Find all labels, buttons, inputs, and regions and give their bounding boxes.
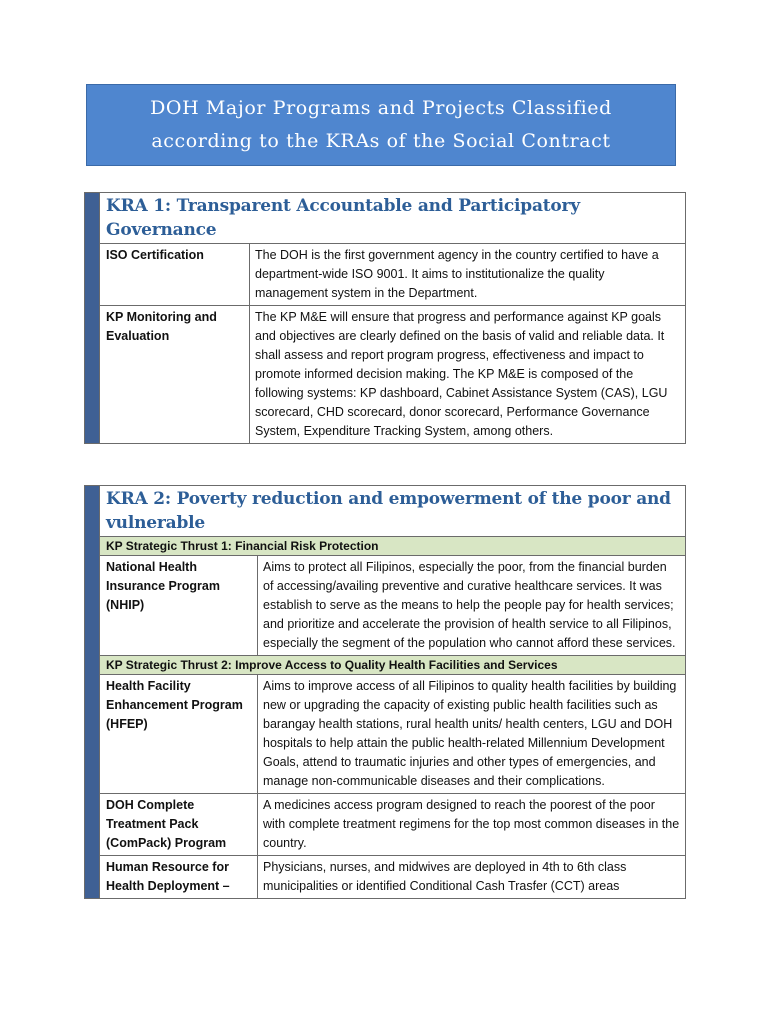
program-description: The KP M&E will ensure that progress and performance against KP goals and objectives are clearly defined on the basis of valid and reliable data. It shall assess and report program progress, effectiveness and impact to promote informed decision making. The KP M&E is composed of the following systems: KP dashboard, Cabinet Assistance System (CAS), LGU scorecard, CHD scorecard, donor scorecard, Performance Governance System, Expenditure Tracking System, among others. — [255, 310, 668, 438]
kra1-accent-bar — [85, 193, 99, 443]
program-description: The DOH is the first government agency in the country certified to have a department-wide ISO 9001. It aims to institutionalize the quality management system in the Department. — [255, 248, 659, 300]
table-row — [100, 306, 685, 443]
program-name: Health Facility Enhancement Program (HFEP) — [100, 675, 258, 793]
program-name: National Health Insurance Program (NHIP) — [100, 556, 258, 655]
kra1-heading: KRA 1: Transparent Accountable and Participatory Governance — [100, 193, 685, 244]
table-row — [100, 856, 685, 898]
table-row — [100, 675, 685, 794]
table-row — [100, 556, 685, 656]
program-name: Human Resource for Health Deployment – — [100, 856, 258, 898]
kra2-table — [84, 485, 686, 899]
document-title-box — [86, 84, 676, 166]
kra1-table — [84, 192, 686, 444]
program-description: Physicians, nurses, and midwives are deployed in 4th to 6th class municipalities or identified Conditional Cash Trasfer (CCT) areas — [263, 860, 627, 893]
strategic-thrust-2: KP Strategic Thrust 2: Improve Access to Quality Health Facilities and Services — [100, 656, 685, 675]
program-description: Aims to protect all Filipinos, especially the poor, from the financial burden of accessing/availing preventive and curative healthcare services. It was establish to serve as the means to help the people pay for health services; and prioritize and accelerate the provision of health service to all Filipinos, especially the segment of the population who cannot afford these services. — [263, 560, 676, 650]
program-name: ISO Certification — [100, 244, 250, 305]
program-description: Aims to improve access of all Filipinos to quality health facilities by building new or upgrading the capacity of existing public health facilities such as barangay health stations, rural health units/ health centers, LGU and DOH hospitals to help attain the public health-related Millennium Development Goals, attend to traumatic injuries and other types of emergencies, and manage non-communicable diseases and their complications. — [263, 679, 677, 788]
strategic-thrust-1: KP Strategic Thrust 1: Financial Risk Protection — [100, 537, 685, 556]
program-description: A medicines access program designed to reach the poorest of the poor with complete treatment regimens for the top most common diseases in the country. — [263, 798, 680, 850]
program-name: DOH Complete Treatment Pack (ComPack) Program — [100, 794, 258, 855]
document-title-line-1: DOH Major Programs and Projects Classified — [150, 97, 612, 119]
program-name: KP Monitoring and Evaluation — [100, 306, 250, 443]
document-title-line-2: according to the KRAs of the Social Contract — [151, 130, 611, 152]
kra2-accent-bar — [85, 486, 99, 898]
kra2-heading: KRA 2: Poverty reduction and empowerment of the poor and vulnerable — [100, 486, 685, 537]
table-row — [100, 244, 685, 306]
table-row — [100, 794, 685, 856]
